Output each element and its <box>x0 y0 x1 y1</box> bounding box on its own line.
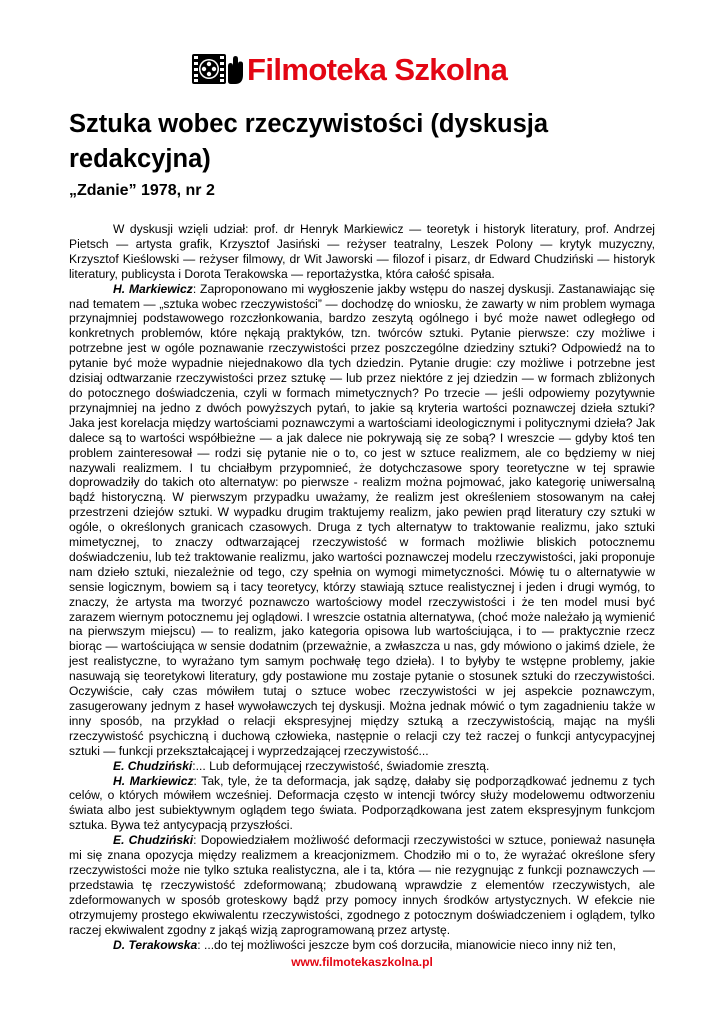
film-reel-hand-icon <box>191 51 246 87</box>
speech-paragraph <box>69 938 655 953</box>
speaker-name: D. Terakowska <box>113 937 198 952</box>
speech-text: : ...do tej możliwości jeszcze bym coś dorzuciła, mianowicie nieco inny niż ten, <box>197 937 616 952</box>
speech-paragraph <box>69 282 655 759</box>
speech-text: :... Lub deformującej rzeczywistość, świadomie zresztą. <box>192 758 490 773</box>
page-title: Sztuka wobec rzeczywistości (dyskusja redakcyjna) <box>69 110 549 173</box>
speech-paragraph <box>69 759 655 774</box>
speaker-name: E. Chudziński <box>113 758 193 773</box>
speaker-name: E. Chudziński <box>113 833 194 848</box>
intro-paragraph: W dyskusji wzięli udział: prof. dr Henryk Markiewicz — teoretyk i historyk literatury, prof. Andrzej Pietsch — artysta grafik, Krzysztof Jasiński — reżyser teatralny, Leszek Polony — krytyk muzyczny, Krzysztof Kieślowski — reżyser filmowy, dr Wit Jaworski — filozof i pisarz, dr Edward Chudziński — historyk literatury, publicysta i Dorota Terakowska — reportażystka, która całość spisała. <box>69 222 655 281</box>
speech-paragraph <box>69 833 655 937</box>
logo-wordmark: Filmoteka Szkolna <box>247 51 508 87</box>
speech-paragraph <box>69 774 655 834</box>
speaker-name: H. Markiewicz <box>113 773 194 788</box>
filmoteka-logo[interactable] <box>191 49 507 89</box>
article-source: „Zdanie” 1978, nr 2 <box>69 182 215 199</box>
speech-text: : Dopowiedziałem możliwość deformacji rzeczywistości w sztuce, ponieważ nasunęła mi się znana opozycja między realizmem a kreacjonizmem. Chodziło mi o to, że wyrażać określone sfery rzeczywistości może nie tylko sztuka realistyczna, ale i ta, która — nie rezygnując z funkcji poznawczych — przedstawia tę rzeczywistość zdeformowaną; zbudowaną wprawdzie z elementów rzeczywistych, ale zdeformowanych w sposób groteskowy bądź przy pomocy innych środków artystycznych. W efekcie nie otrzymujemy prostego ekwiwalentu rzeczywistości, zgodnego z potocznym doświadczeniem i oglądem, tylko raczej ekwiwalent zgodny z jakąś wizją zaprogramowaną przez artystę. <box>69 833 655 937</box>
article-body <box>69 222 655 952</box>
speech-text: : Tak, tyle, że ta deformacja, jak sądzę, dałaby się podporządkować jednemu z tych celów, o których mówiłem wcześniej. Deformacja często w intencji twórcy służy modelowemu odtworzeniu świata albo jest subiektywnym oglądem tego świata. Podporządkowana jest zatem ekspresyjnym funkcjom sztuka. Bywa też antycypacją przyszłości. <box>69 773 656 833</box>
speech-text: : Zaproponowano mi wygłoszenie jakby wstępu do naszej dyskusji. Zastanawiając się nad tematem — „sztuka wobec rzeczywistości” — dochodzę do wniosku, że zawarty w nim problem wymaga przynajmniej podstawowego rozczłonkowania, bardzo zeszytą ogólnego i być może nawet odległego od konkretnych problemów, które nękają praktyków, tzn. twórców sztuki. Pytanie pierwsze: czy możliwe i potrzebne jest w ogóle poznawanie rzeczywistości przez poszczególne dziedziny sztuki? Odpowiedź na to pytanie być może wypadnie niejednakowo dla tych dziedzin. Pytanie drugie: czy możliwe i potrzebne jest dzisiaj odtwarzanie rzeczywistości przez sztukę — lub przez niektóre z jej dziedzin — w formach zbliżonych do potocznego doświadczenia, czyli w formach mimetycznych? Po trzecie — jeśli odpowiemy pozytywnie przynajmniej na jedno z dwóch powyższych pytań, to jakie są kryteria wartości poznawczej dzieła sztuki? Jaka jest korelacja między wartościami poznawczymi a wartościami ideologicznymi i politycznymi dzieła? Jak dalece są to wartości współbieżne — a jak dalece nie pokrywają się ze sobą? I wreszcie — gdyby ktoś ten problem zainteresował — rodzi się pytanie nie o to, co jest w sztuce realizmem, ale co będziemy w niej nazywali realizmem. I tu chciałbym przypomnieć, że dotychczasowe spory teoretyczne w tej sprawie doprowadziły do takich oto alternatyw: po pierwsze - realizm można pojmować, jako kategorię uniwersalną bądź historyczną. W pierwszym przypadku uważamy, że realizm jest określeniem stosowanym na całej przestrzeni dziejów sztuki. W wypadku drugim traktujemy realizm, jako pewien prąd literatury czy sztuki w ogóle, o określonych granicach czasowych. Druga z tych alternatyw to traktowanie realizmu, jako sztuki mimetycznej, to znaczy odtwarzającej rzeczywistość w formach możliwie bliskich potocznemu doświadczeniu, lub też traktowanie realizmu, jako wartości poznawczej modelu rzeczywistości, jaki proponuje nam dzieło sztuki, niezależnie od tego, czy spełnia on wymogi mimetyczności. Mówię tu o alternatywie w sensie logicznym, bowiem są i tacy teoretycy, którzy stawiają sztuce realistycznej i jeden i drugi wymóg, to znaczy, że artysta ma tworzyć poznawczo wartościowy model rzeczywistości i że ten model musi być zarazem wiernym potocznemu jej oglądowi. I wreszcie ostatnia alternatywa, (choć może należało ją wymienić na pierwszym miejscu) — to realizm, jako kategoria opisowa lub wartościująca, i to — praktycznie rzecz biorąc — wartościująca w sensie dodatnim (przeważnie, a zwłaszcza u nas, gdy mówiono o jakimś dziele, że jest realistyczne, to wyrażano tym samym pochwałę tego dzieła). I to byłyby te wstępne problemy, jakie nasuwają się teoretykowi literatury, gdy postawione mu zostaje pytanie o stosunek sztuki do rzeczywistości. Oczywiście, cały czas mówiłem tutaj o sztuce wobec rzeczywistości w jej aspekcie poznawczym, zasugerowany jednym z haseł wywoławczych tej dyskusji. Można jednak mówić o tym zagadnieniu także w inny sposób, na przykład o relacji ekspresyjnej między sztuką a rzeczywistością, mając na myśli rzeczywistość psychiczną i duchową człowieka, następnie o relacji czy też raczej o funkcji antycypacyjnej sztuki — funkcji przekształcającej i wyprzedzającej rzeczywistość... <box>69 281 656 758</box>
speaker-name: H. Markiewicz <box>113 281 193 296</box>
footer-url-link[interactable]: www.filmotekaszkolna.pl <box>291 955 433 969</box>
